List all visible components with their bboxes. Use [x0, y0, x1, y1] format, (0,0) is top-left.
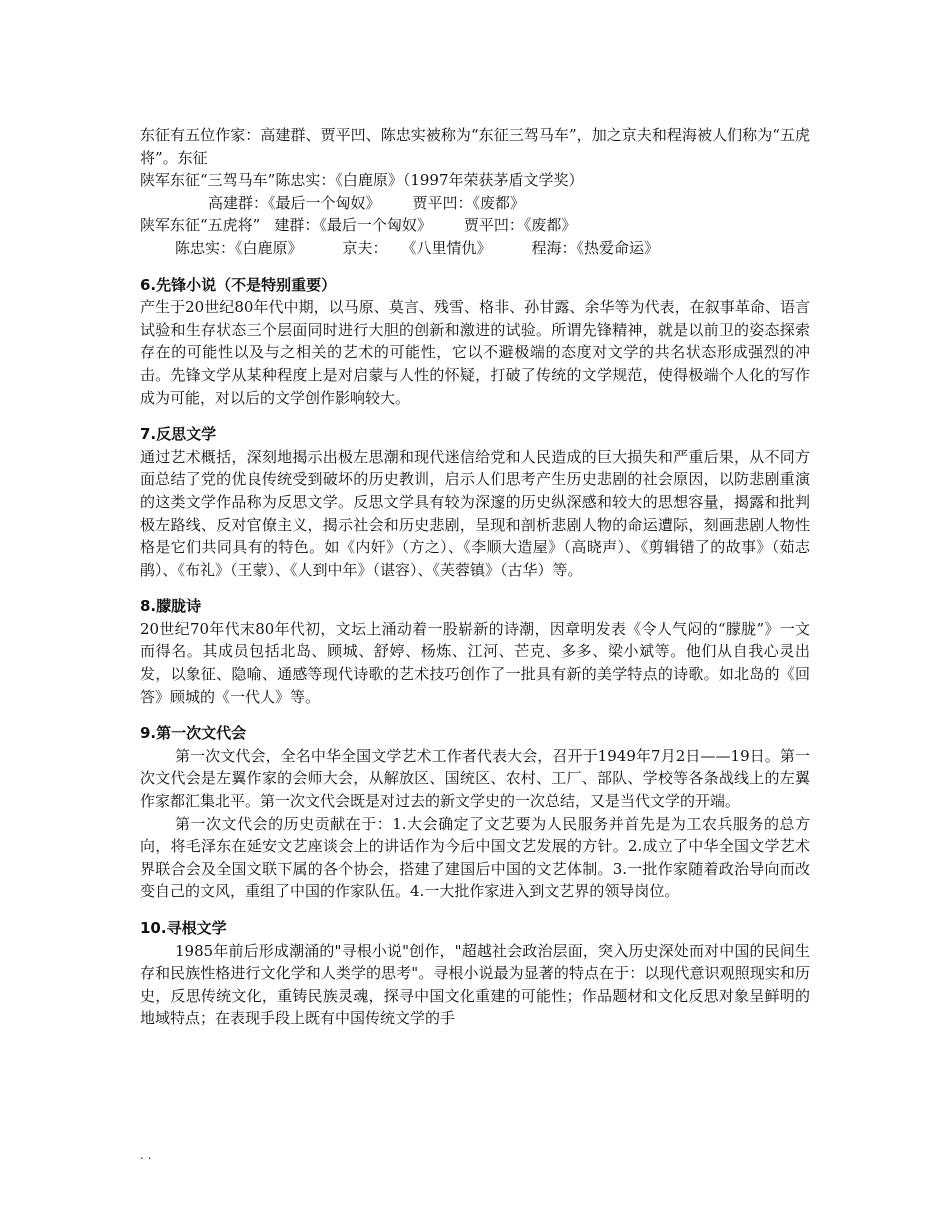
- section-body: 1985年前后形成潮涌的"寻根小说"创作，"超越社会政治层面，突入历史深处而对中国的民间生存和民族性格进行文化学和人类学的思考"。寻根小说最为显著的特点在于：以现代意识观照现实和历史，反思传统文化，重铸民族灵魂，探寻中国文化重建的可能性；作品题材和文化反思对象呈鲜明的地域特点；在表现手段上既有中国传统文学的手: [140, 941, 810, 1028]
- section-body: 产生于20世纪80年代中期，以马原、莫言、残雪、格非、孙甘露、余华等为代表，在叙事革命、语言试验和生存状态三个层面同时进行大胆的创新和激进的试验。所谓先锋精神，就是以前卫的姿态探索存在的可能性以及与之相关的艺术的可能性，它以不避极端的态度对文学的共名状态形成强烈的冲击。先锋文学从某种程度上是对启蒙与人性的怀疑，打破了传统的文学规范，使得极端个人化的写作成为可能，对以后的文学创作影响较大。: [140, 298, 810, 407]
- intro-line-2: 陕军东征“三驾马车”陈忠实：《白鹿原》（1997年荣获茅盾文学奖）: [140, 171, 584, 190]
- document-page: [140, 124, 810, 1030]
- section-body: 第一次文代会的历史贡献在于：1.大会确定了文艺要为人民服务并首先是为工农兵服务的总方向，将毛泽东在延安文艺座谈会上的讲话作为今后中国文艺发展的方针。2.成立了中华全国文学艺术界联合会及全国文联下属的各个协会，搭建了建国后中国的文艺体制。3.一批作家随着政治导向而改变自己的文风，重组了中国的作家队伍。4.一大批作家进入到文艺界的领导岗位。: [140, 814, 810, 901]
- intro-line-5a: 陈忠实：《白鹿原》: [175, 238, 303, 257]
- section-misty-poetry: [140, 595, 810, 708]
- intro-line-5b: 京夫：: [342, 238, 388, 257]
- intro-line-4c: 贾平凹：《废都》: [463, 216, 577, 235]
- section-heading: 7.反思文学: [140, 425, 217, 444]
- intro-line-4b: 建群：《最后一个匈奴》: [274, 216, 432, 235]
- intro-line-3: [140, 192, 810, 215]
- section-heading: 10.寻根文学: [140, 919, 227, 937]
- section-first-congress: [140, 722, 810, 903]
- section-reflection-literature: [140, 423, 810, 581]
- intro-paragraph: 东征有五位作家：高建群、贾平凹、陈忠实被称为“东征三驾马车”，加之京夫和程海被人们称为“五虎将”。东征: [140, 126, 810, 167]
- section-body: 20世纪70年代末80年代初，文坛上涌动着一股崭新的诗潮，因章明发表《令人气闷的“朦胧”》一文而得名。其成员包括北岛、顾城、舒婷、杨炼、江河、芒克、多多、梁小斌等。他们从自我心灵出发，以象征、隐喻、通感等现代诗歌的艺术技巧创作了一批具有新的美学特点的诗歌。如北岛的《回答》顾城的《一代人》等。: [140, 619, 810, 706]
- section-body: 第一次文代会，全名中华全国文学艺术工作者代表大会，召开于1949年7月2日——19日。第一次文代会是左翼作家的会师大会，从解放区、国统区、农村、工厂、部队、学校等各条战线上的左翼作家都汇集北平。第一次文代会既是对过去的新文学史的一次总结，又是当代文学的开端。: [140, 746, 810, 811]
- intro-line-5: [140, 237, 810, 260]
- section-body: 通过艺术概括，深刻地揭示出极左思潮和现代迷信给党和人民造成的巨大损失和严重后果，从不同方面总结了党的优良传统受到破坏的历史教训，启示人们思考产生历史悲剧的社会原因，以防悲剧重演的这类文学作品称为反思文学。反思文学具有较为深邃的历史纵深感和较大的思想容量，揭露和批判极左路线、反对官僚主义，揭示社会和历史悲剧，呈现和剖析悲剧人物的命运遭际，刻画悲剧人物性格是它们共同具有的特色。如《内奸》（方之）、《李顺大造屋》（高晓声）、《剪辑错了的故事》（茹志鹃）、《布礼》（王蒙）、《人到中年》（谌容）、《芙蓉镇》（古华）等。: [140, 447, 810, 579]
- intro-line-5d: 程海：《热爱命运》: [531, 238, 660, 257]
- section-heading: 8.朦胧诗: [140, 597, 202, 616]
- intro-line-5c: 《八里情仇》: [401, 238, 492, 257]
- intro-line-4a: 陕军东征“五虎将”: [140, 216, 261, 235]
- section-root-seeking: [140, 917, 810, 1030]
- intro-line-3a: 高建群：《最后一个匈奴》: [208, 193, 381, 212]
- section-heading: 6.先锋小说（不是特别重要）: [140, 275, 337, 294]
- section-heading: 9.第一次文代会: [140, 724, 247, 743]
- section-avant-garde: [140, 274, 810, 410]
- intro-line-4: [140, 214, 810, 237]
- page-footer: . .: [140, 1148, 152, 1162]
- intro-line-3b: 贾平凹：《废都》: [412, 193, 526, 212]
